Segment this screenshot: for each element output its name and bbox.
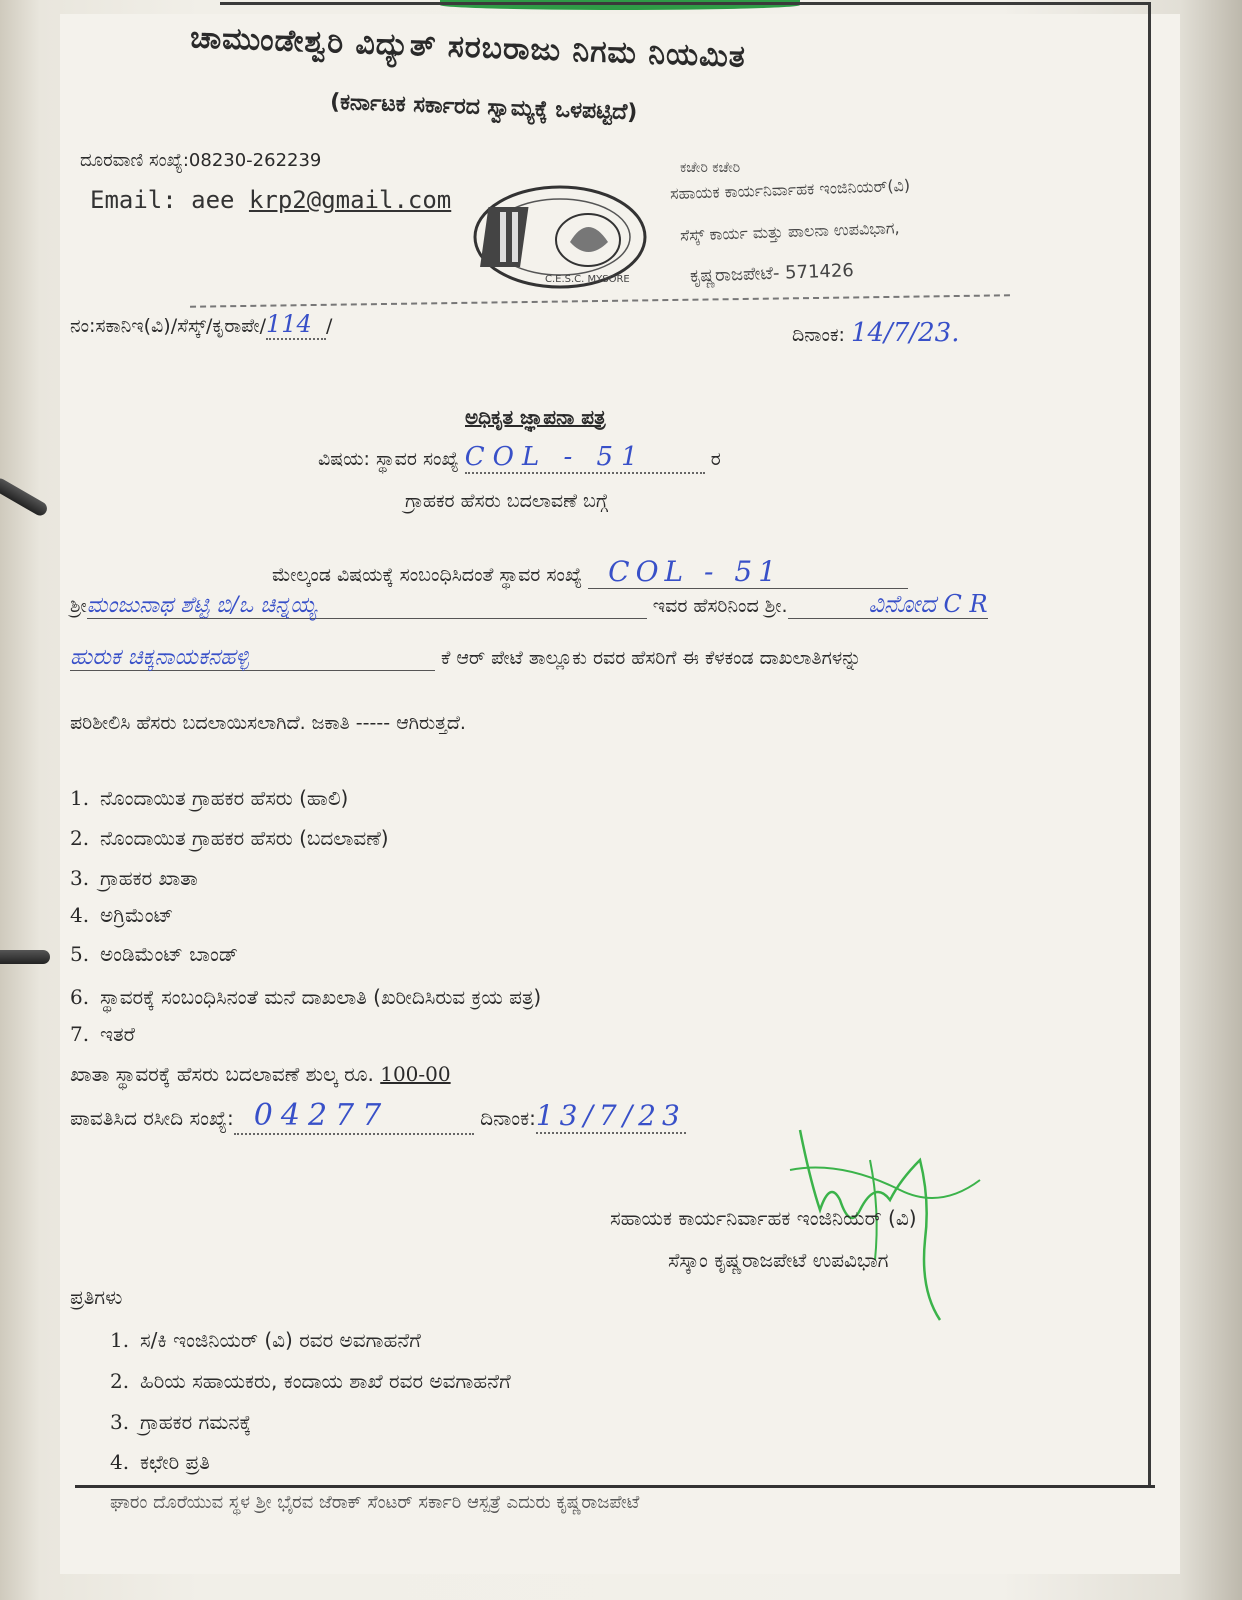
subject-label: ವಿಷಯ: ಸ್ಥಾವರ ಸಂಖ್ಯೆ [318,448,459,470]
office-line-1: ಕಚೇರಿ ಕಚೇರಿ [680,160,741,176]
receipt-number: 04277 [234,1098,474,1135]
organization-title: ಚಾಮುಂಡೇಶ್ವರಿ ವಿದ್ಯುತ್ ಸರಬರಾಜು ನಿಗಮ ನಿಯಮಿತ [189,20,747,75]
email-line [90,186,451,214]
logo-caption: C.E.S.C. MYSORE [545,274,630,285]
body-line-1-value: COL - 51 [588,555,908,589]
reference-number-value: 114 [266,310,326,340]
notice-subject [318,442,721,474]
subject-suffix: ರ [710,448,721,470]
body-line-2-name-to: ವಿನೋದ C R [788,590,988,619]
copies-heading: ಪ್ರತಿಗಳು [70,1285,123,1309]
receipt-date: 13/7/23 [535,1099,686,1132]
office-line-2: ಸಹಾಯಕ ಕಾರ್ಯನಿರ್ವಾಹಕ ಇಂಜಿನಿಯರ್(ವಿ) [669,175,911,204]
reference-date-value: 14/7/23. [850,318,960,348]
signatory-designation: ಸಹಾಯಕ ಕಾರ್ಯನಿರ್ವಾಹಕ ಇಂಜಿನಿಯರ್ (ವಿ) [610,1206,917,1230]
body-line-2 [70,590,988,619]
fee-text: ಖಾತಾ ಸ್ಥಾವರಕ್ಕೆ ಹೆಸರು ಬದಲಾವಣೆ ಶುಲ್ಕ ರೂ. [70,1062,374,1086]
binder-clip-bottom [0,950,50,964]
reference-date [792,318,959,348]
list-item: 5. ಅಂಡಿಮೆಂಟ್ ಬಾಂಡ್ [70,942,239,966]
body-line-2-prefix: ಶ್ರೀ [70,595,87,617]
list-item: 2. ಹಿರಿಯ ಸಹಾಯಕರು, ಕಂದಾಯ ಶಾಖೆ ರವರ ಅವಗಾಹನೆಗೆ [110,1369,511,1393]
reference-date-label: ದಿನಾಂಕ: [792,324,845,346]
list-item: 1. ಸ/ಕಿ ಇಂಜಿನಿಯರ್ (ವಿ) ರವರ ಅವಗಾಹನೆಗೆ [110,1328,421,1352]
body-line-2-middle: ಇವರ ಹೆಸರಿನಿಂದ ಶ್ರೀ. [652,595,788,617]
organization-subtitle: (ಕರ್ನಾಟಕ ಸರ್ಕಾರದ ಸ್ವಾಮ್ಯಕ್ಕೆ ಒಳಪಟ್ಟಿದೆ) [329,89,638,126]
body-line-4: ಪರಿಶೀಲಿಸಿ ಹೆಸರು ಬದಲಾಯಿಸಲಾಗಿದೆ. ಜಕಾತಿ ----- ಆಗಿರುತ್ತದೆ. [70,712,466,734]
notice-heading: ಅಧಿಕೃತ ಜ್ಞಾಪನಾ ಪತ್ರ [465,405,606,429]
list-item: 4. ಕಛೇರಿ ಪ್ರತಿ [110,1450,210,1474]
email-address: krp2@gmail.com [248,186,452,214]
receipt-line [70,1098,686,1135]
body-line-3-value: ಹುರುಕ ಚಿಕ್ಕನಾಯಕನಹಳ್ಳಿ [70,645,435,671]
body-line-3 [70,645,861,671]
body-line-2-name-from: ಮಂಜುನಾಥ ಶೆಟ್ಟಿ ಬಿ/ಒ ಚಿನ್ನಯ್ಯ [87,593,647,619]
list-item: 4. ಅಗ್ರಿಮೆಂಟ್ [70,903,174,927]
fee-line [70,1062,451,1086]
subject-value: COL - 51 [465,442,705,474]
body-line-1 [272,555,908,589]
list-item: 7. ಇತರೆ [70,1022,135,1046]
list-item: 3. ಗ್ರಾಹಕರ ಗಮನಕ್ಕೆ [110,1410,252,1434]
list-item: 2. ನೊಂದಾಯಿತ ಗ್ರಾಹಕರ ಹೆಸರು (ಬದಲಾವಣೆ) [70,826,389,850]
footer-note: ಘಾರಂ ದೊರೆಯುವ ಸ್ಥಳ ಶ್ರೀ ಭೈರವ ಜೆರಾಕ್ ಸೆಂಟರ್ ಸರ್ಕಾರಿ ಆಸ್ಪತ್ರೆ ಎದುರು ಕೃಷ್ಣರಾಜಪೇಟೆ [110,1492,640,1513]
body-line-1-text: ಮೇಲ್ಕಂಡ ವಿಷಯಕ್ಕೆ ಸಂಬಂಧಿಸಿದಂತೆ ಸ್ಥಾವರ ಸಂಖ್ಯೆ [272,564,583,586]
notice-subject-line2: ಗ್ರಾಹಕರ ಹೆಸರು ಬದಲಾವಣೆ ಬಗ್ಗೆ [405,490,608,512]
phone-number: ದೂರವಾಣಿ ಸಂಖ್ಯೆ:08230-262239 [80,150,322,171]
office-line-3: ಸೆಸ್ಕ್ ಕಾರ್ಯ ಮತ್ತು ಪಾಲನಾ ಉಪವಿಭಾಗ, [679,218,900,245]
receipt-label: ಪಾವತಿಸಿದ ರಸೀದಿ ಸಂಖ್ಯೆ: [70,1106,234,1130]
receipt-date-label: ದಿನಾಂಕ: [480,1106,536,1130]
reference-number-label: ನಂ:ಸಕಾನಿಇ(ವಿ)/ಸೆಸ್ಕ್/ಕೃರಾಪೇ/ [70,315,266,337]
body-line-3-text: ಕೆ ಆರ್ ಪೇಟೆ ತಾಲ್ಲೂಕು ರವರ ಹೆಸರಿಗೆ ಈ ಕೆಳಕಂಡ ದಾಖಲಾತಿಗಳನ್ನು [441,647,862,669]
footer-divider [75,1485,1155,1488]
office-line-4: ಕೃಷ್ಣರಾಜಪೇಟೆ- 571426 [689,260,855,287]
reference-number: ನಂ:ಸಕಾನಿಇ(ವಿ)/ಸೆಸ್ಕ್/ಕೃರಾಪೇ/114 / [70,310,333,338]
fee-amount: 100-00 [380,1062,451,1086]
list-item: 1. ನೊಂದಾಯಿತ ಗ್ರಾಹಕರ ಹೆಸರು (ಹಾಲಿ) [70,786,349,810]
email-label: Email: aee [90,186,235,214]
list-item: 6. ಸ್ಥಾವರಕ್ಕೆ ಸಂಬಂಧಿಸಿನಂತೆ ಮನೆ ದಾಖಲಾತಿ (ಖರೀದಿಸಿರುವ ಕ್ರಯ ಪತ್ರ) [70,985,542,1009]
cesc-logo-icon [470,182,650,292]
list-item: 3. ಗ್ರಾಹಕರ ಖಾತಾ [70,866,198,890]
signatory-office: ಸೆಸ್ಕಾಂ ಕೃಷ್ಣರಾಜಪೇಟೆ ಉಪವಿಭಾಗ [668,1248,889,1272]
